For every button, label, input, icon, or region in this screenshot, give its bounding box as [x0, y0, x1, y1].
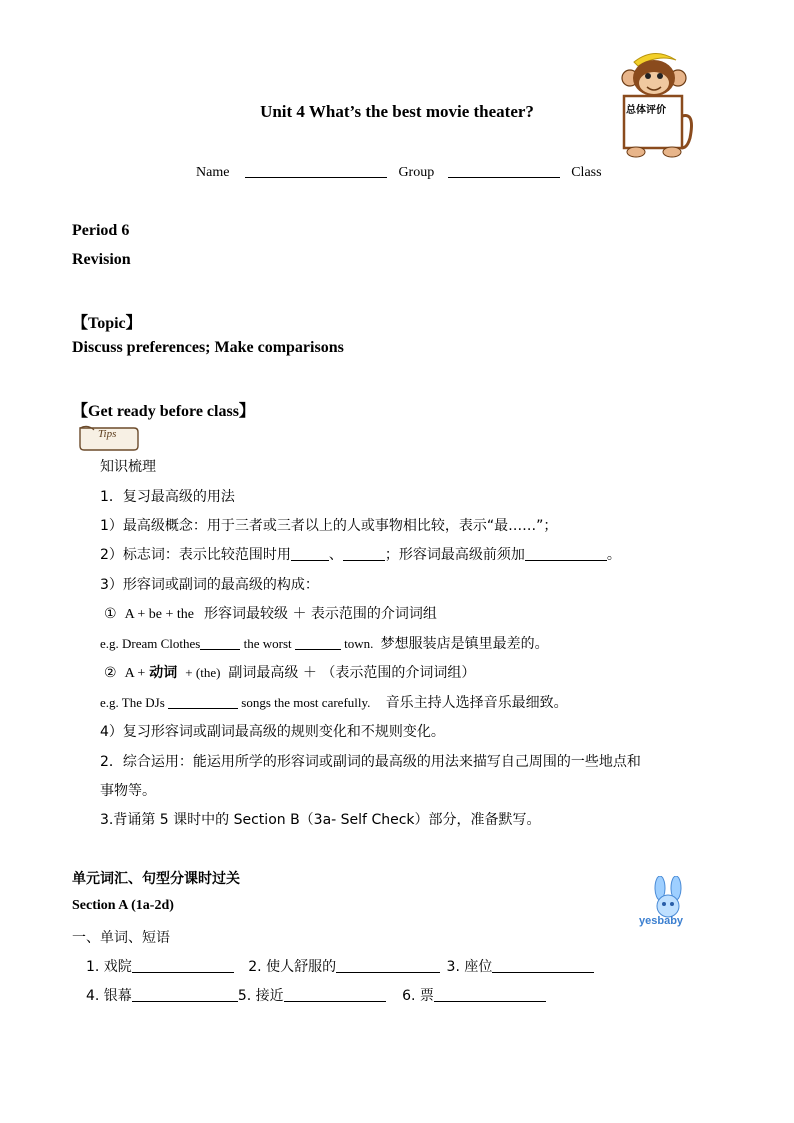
blank-3[interactable]: [525, 547, 607, 561]
student-info-row: [196, 163, 602, 181]
marker-words-line: [100, 544, 621, 564]
formula-1: [104, 603, 437, 623]
formula-1-number: ①: [104, 606, 117, 622]
group-field[interactable]: [448, 163, 560, 178]
vocab-blank-2[interactable]: [336, 959, 440, 973]
example-1-blank-b[interactable]: [295, 636, 341, 650]
vocab-item-4: 4. 银幕: [86, 988, 132, 1004]
review-item-2-line1: 2．综合运用：能运用所学的形容词或副词的最高级的用法来描写自己周围的一些地点和: [100, 754, 641, 770]
formula-2-desc: 副词最高级 ＋ （表示范围的介词词组）: [228, 665, 476, 681]
vocab-row-1: [86, 956, 594, 976]
marker-suffix: ；形容词最高级前须加: [384, 547, 525, 563]
period-mark: 。: [606, 547, 621, 563]
knowledge-title: 知识梳理: [100, 459, 156, 475]
evaluation-badge-label: 总体评价: [626, 105, 666, 116]
example-2-end: songs the most carefully.: [241, 695, 371, 710]
formula-2-number: ②: [104, 665, 117, 681]
vocab-item-1: 1. 戏院: [86, 959, 132, 975]
superlative-concept: 1）最高级概念：用于三者或三者以上的人或事物相比较，表示“最……”；: [100, 518, 558, 534]
name-label: Name: [196, 165, 230, 180]
vocab-item-2: 2. 使人舒服的: [248, 959, 337, 975]
get-ready-heading: 【Get ready before class】: [72, 403, 255, 420]
formula-2: [104, 662, 475, 682]
example-2-translation: 音乐主持人选择音乐最细致。: [385, 695, 568, 711]
formula-2-verb: 动词: [149, 665, 178, 681]
vocab-blank-5[interactable]: [284, 988, 386, 1002]
vocab-blank-4[interactable]: [132, 988, 238, 1002]
name-field[interactable]: [245, 163, 387, 178]
example-1-start: e.g. Dream Clothes: [100, 636, 201, 651]
vocab-blank-3[interactable]: [492, 959, 594, 973]
formula-1-desc: 形容词最较级 ＋ 表示范围的介词词组: [204, 606, 437, 622]
page-title: Unit 4 What’s the best movie theater?: [260, 102, 534, 121]
formula-2-the: + (the): [185, 665, 221, 680]
example-2-blank[interactable]: [168, 695, 238, 709]
marker-label: 2）标志词：表示比较范围时用: [100, 547, 291, 563]
period-type: Revision: [72, 251, 131, 268]
words-phrases-heading: 一、单词、短语: [72, 930, 170, 946]
example-1-end: town.: [344, 636, 374, 651]
topic-heading: 【Topic】: [72, 315, 142, 332]
vocab-item-5: 5. 接近: [237, 988, 284, 1004]
blank-2[interactable]: [343, 547, 385, 561]
example-1: [100, 633, 549, 653]
vocab-item-6: 6. 票: [402, 988, 434, 1004]
review-item-4: 4）复习形容词或副词最高级的规则变化和不规则变化。: [100, 724, 445, 740]
example-1-translation: 梦想服装店是镇里最差的。: [380, 636, 549, 652]
period-number: Period 6: [72, 222, 130, 239]
blank-1[interactable]: [291, 547, 329, 561]
group-label: Group: [398, 165, 435, 180]
section-label: Section A (1a-2d): [72, 898, 174, 913]
separator: 、: [328, 547, 343, 563]
review-item-3: 3.背诵第 5 课时中的 Section B（3a- Self Check）部分，准备默写。: [100, 812, 541, 828]
yesbaby-logo-label: yesbaby: [639, 915, 684, 927]
vocab-heading: 单元词汇、句型分课时过关: [72, 871, 240, 887]
topic-text: Discuss preferences; Make comparisons: [72, 339, 344, 356]
tips-label: Tips: [98, 428, 117, 440]
vocab-blank-6[interactable]: [434, 988, 546, 1002]
example-1-blank-a[interactable]: [200, 636, 240, 650]
vocab-blank-1[interactable]: [132, 959, 234, 973]
structure-heading: 3）形容词或副词的最高级的构成：: [100, 577, 319, 593]
vocab-row-2: [86, 985, 546, 1005]
formula-2-a: A +: [124, 666, 146, 681]
example-2: [100, 692, 568, 712]
vocab-item-3: 3. 座位: [446, 959, 493, 975]
formula-1-pattern: A + be + the: [124, 607, 195, 622]
example-2-start: e.g. The DJs: [100, 695, 165, 710]
review-item-2-line2: 事物等。: [100, 783, 156, 799]
example-1-mid: the worst: [243, 636, 292, 651]
class-label: Class: [571, 165, 602, 180]
review-item-1: 1．复习最高级的用法: [100, 489, 235, 505]
